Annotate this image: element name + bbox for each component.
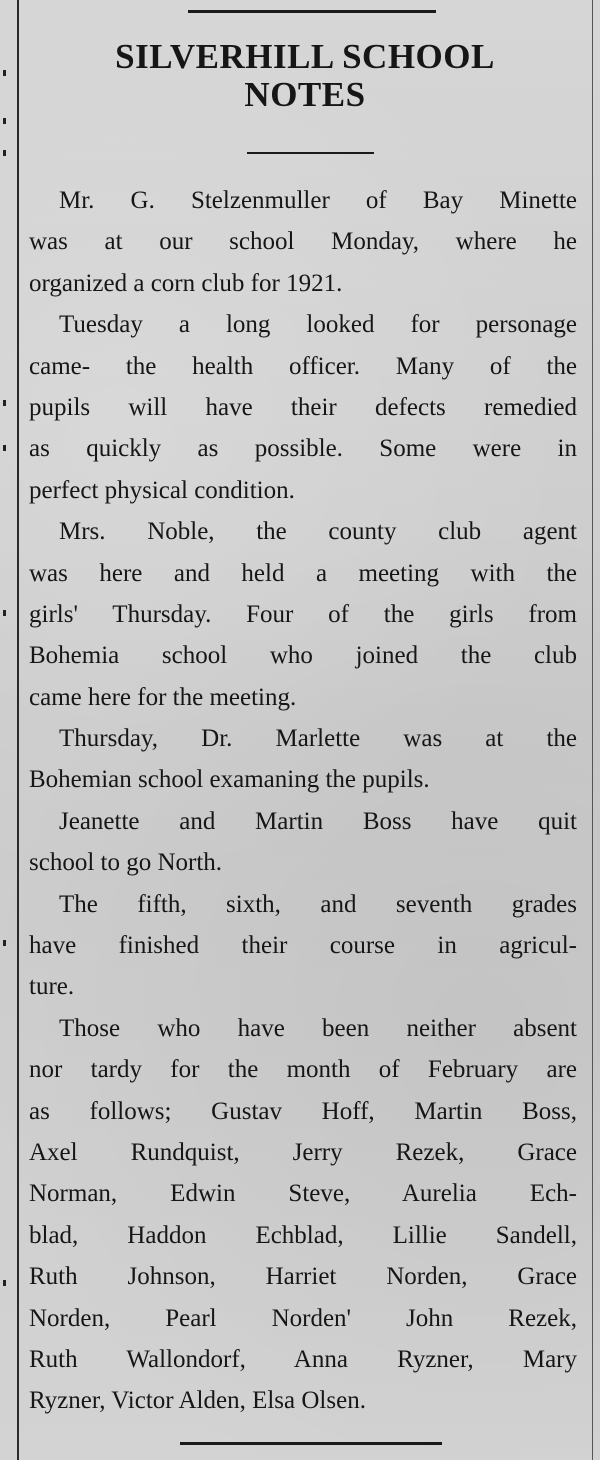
article-line: Thursday, Dr. Marlette was at the (59, 725, 577, 753)
article-line: blad, Haddon Echblad, Lillie Sandell, (29, 1221, 577, 1249)
column-border-left (17, 0, 19, 1460)
article-line: school to go North. (29, 849, 223, 877)
article-line: perfect physical condition. (29, 476, 295, 504)
article-line: nor tardy for the month of February are (29, 1056, 577, 1084)
adjacent-column-fragment (0, 0, 14, 1460)
article-paragraph (29, 884, 577, 1008)
article-line: pupils will have their defects remedied (29, 393, 577, 421)
headline-divider (247, 152, 374, 154)
article-line: The fifth, sixth, and seventh grades (59, 890, 577, 918)
article-line: Tuesday a long looked for personage (59, 311, 577, 339)
article-paragraph (29, 180, 577, 304)
article-line: came- the health officer. Many of the (29, 352, 577, 380)
article-line: Those who have been neither absent (59, 1014, 577, 1042)
article-line: Mr. G. Stelzenmuller of Bay Minette (59, 187, 577, 214)
article-line: have finished their course in agricul- (29, 932, 577, 960)
article-line: Norden, Pearl Norden' John Rezek, (29, 1304, 577, 1332)
article-line: organized a corn club for 1921. (29, 269, 343, 297)
article-paragraph (29, 1008, 577, 1422)
article-line: was here and held a meeting with the (29, 559, 577, 587)
article-line: was at our school Monday, where he (29, 228, 577, 256)
article-body (29, 180, 577, 1422)
article-line: girls' Thursday. Four of the girls from (29, 600, 577, 628)
column-border-right (592, 0, 593, 1460)
article-paragraph (29, 718, 577, 801)
headline-line-1: SILVERHILL SCHOOL (115, 37, 495, 76)
article-line: Axel Rundquist, Jerry Rezek, Grace (29, 1138, 577, 1166)
article-paragraph (29, 511, 577, 718)
article-line: Ruth Wallondorf, Anna Ryzner, Mary (29, 1345, 577, 1373)
article-line: Jeanette and Martin Boss have quit (59, 807, 577, 835)
article-paragraph (29, 801, 577, 884)
top-rule (188, 10, 436, 13)
article-line: Ruth Johnson, Harriet Norden, Grace (29, 1263, 577, 1291)
article-line: Bohemia school who joined the club (29, 642, 577, 670)
article-line: Mrs. Noble, the county club agent (59, 518, 577, 546)
article-line: as follows; Gustav Hoff, Martin Boss, (29, 1097, 577, 1125)
article-line: Bohemian school examaning the pupils. (29, 766, 430, 794)
headline-line-2: NOTES (244, 75, 366, 114)
article-line: ture. (29, 973, 75, 1001)
article-line: Ryzner, Victor Alden, Elsa Olsen. (29, 1387, 366, 1415)
bottom-rule (180, 1442, 442, 1445)
article-line: came here for the meeting. (29, 683, 297, 711)
article-line: as quickly as possible. Some were in (29, 435, 577, 463)
article-paragraph (29, 304, 577, 511)
article-line: Norman, Edwin Steve, Aurelia Ech- (29, 1180, 577, 1208)
